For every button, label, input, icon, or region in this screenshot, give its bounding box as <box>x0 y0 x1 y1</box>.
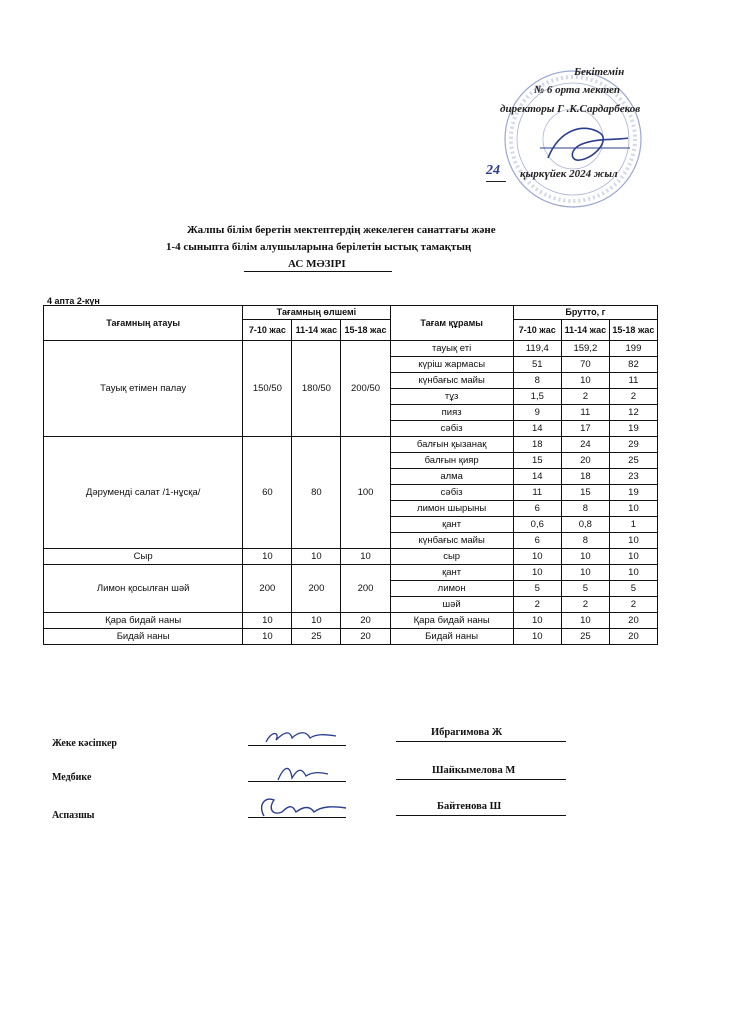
brutto-7-10: 1,5 <box>513 389 561 405</box>
table-row <box>44 613 658 629</box>
brutto-7-10: 11 <box>513 485 561 501</box>
brutto-11-14: 10 <box>561 373 609 389</box>
ingredient-name: қант <box>390 565 513 581</box>
dish-name: Сыр <box>44 549 243 565</box>
ingredient-name: лимон шырыны <box>390 501 513 517</box>
brutto-15-18: 23 <box>609 469 657 485</box>
ingredient-name: шәй <box>390 597 513 613</box>
brutto-15-18: 29 <box>609 437 657 453</box>
brutto-11-14: 0,8 <box>561 517 609 533</box>
dish-name: Қара бидай наны <box>44 613 243 629</box>
portion-15-18: 20 <box>341 629 390 645</box>
ingredient-name: сәбіз <box>390 485 513 501</box>
ingredient-name: сыр <box>390 549 513 565</box>
brutto-7-10: 51 <box>513 357 561 373</box>
brutto-7-10: 6 <box>513 533 561 549</box>
dish-name: Тауық етімен палау <box>44 341 243 437</box>
name-line-1 <box>396 741 566 742</box>
brutto-11-14: 25 <box>561 629 609 645</box>
brutto-15-18: 2 <box>609 389 657 405</box>
approval-title: Бекітемін <box>574 66 625 78</box>
portion-15-18: 10 <box>341 549 390 565</box>
brutto-11-14: 24 <box>561 437 609 453</box>
brutto-15-18: 25 <box>609 453 657 469</box>
ingredient-name: қант <box>390 517 513 533</box>
brutto-7-10: 8 <box>513 373 561 389</box>
brutto-15-18: 19 <box>609 421 657 437</box>
brutto-11-14: 8 <box>561 533 609 549</box>
brutto-15-18: 2 <box>609 597 657 613</box>
brutto-11-14: 5 <box>561 581 609 597</box>
portion-15-18: 200/50 <box>341 341 390 437</box>
ingredient-name: күнбағыс майы <box>390 533 513 549</box>
brutto-7-10: 10 <box>513 565 561 581</box>
brutto-11-14: 18 <box>561 469 609 485</box>
approval-school: № 6 орта мектеп <box>534 84 620 96</box>
ingredient-name: пияз <box>390 405 513 421</box>
header-brutto-age-11-14: 11-14 жас <box>561 320 609 341</box>
brutto-11-14: 8 <box>561 501 609 517</box>
cook-name: Байтенова Ш <box>437 801 502 812</box>
brutto-11-14: 11 <box>561 405 609 421</box>
approval-director: директоры Г .К.Сардарбеков <box>500 103 641 115</box>
week-day-label: 4 апта 2-күн <box>47 296 100 306</box>
brutto-15-18: 20 <box>609 629 657 645</box>
header-brutto: Брутто, г <box>513 306 657 320</box>
brutto-15-18: 1 <box>609 517 657 533</box>
dish-name: Дәруменді салат /1-нұсқа/ <box>44 437 243 549</box>
brutto-11-14: 70 <box>561 357 609 373</box>
header-age-11-14: 11-14 жас <box>292 320 341 341</box>
doc-title-menu: АС МӘЗІРІ <box>288 258 346 270</box>
ingredient-name: Қара бидай наны <box>390 613 513 629</box>
portion-11-14: 10 <box>292 549 341 565</box>
header-brutto-age-7-10: 7-10 жас <box>513 320 561 341</box>
approval-date-day: 24 <box>486 163 500 178</box>
portion-11-14: 10 <box>292 613 341 629</box>
brutto-11-14: 159,2 <box>561 341 609 357</box>
brutto-7-10: 119,4 <box>513 341 561 357</box>
brutto-7-10: 15 <box>513 453 561 469</box>
approval-date: қыркүйек 2024 жыл <box>520 168 618 180</box>
ingredient-name: балғын қияр <box>390 453 513 469</box>
ingredient-name: күнбағыс майы <box>390 373 513 389</box>
ingredient-name: күріш жармасы <box>390 357 513 373</box>
brutto-11-14: 10 <box>561 549 609 565</box>
brutto-7-10: 5 <box>513 581 561 597</box>
name-line-2 <box>396 779 566 780</box>
portion-7-10: 150/50 <box>243 341 292 437</box>
header-age-15-18: 15-18 жас <box>341 320 390 341</box>
brutto-7-10: 14 <box>513 469 561 485</box>
brutto-11-14: 15 <box>561 485 609 501</box>
director-signature <box>540 118 630 178</box>
brutto-15-18: 12 <box>609 405 657 421</box>
name-line-3 <box>396 815 566 816</box>
brutto-7-10: 18 <box>513 437 561 453</box>
role-entrepreneur: Жеке кәсіпкер <box>52 738 117 749</box>
brutto-7-10: 9 <box>513 405 561 421</box>
portion-11-14: 180/50 <box>292 341 341 437</box>
role-nurse: Медбике <box>52 772 92 783</box>
entrepreneur-name: Ибрагимова Ж <box>431 727 503 738</box>
portion-7-10: 10 <box>243 549 292 565</box>
header-composition: Тағам құрамы <box>390 306 513 341</box>
table-row <box>44 549 658 565</box>
menu-table <box>43 305 658 645</box>
brutto-7-10: 2 <box>513 597 561 613</box>
portion-11-14: 200 <box>292 565 341 613</box>
table-row <box>44 629 658 645</box>
portion-15-18: 100 <box>341 437 390 549</box>
brutto-15-18: 10 <box>609 565 657 581</box>
portion-7-10: 60 <box>243 437 292 549</box>
dish-name: Бидай наны <box>44 629 243 645</box>
table-row <box>44 437 658 453</box>
header-dish-name: Тағамның атауы <box>44 306 243 341</box>
ingredient-name: сәбіз <box>390 421 513 437</box>
ingredient-name: тауық еті <box>390 341 513 357</box>
brutto-15-18: 199 <box>609 341 657 357</box>
dish-name: Лимон қосылған шәй <box>44 565 243 613</box>
doc-title-line1: Жалпы білім беретін мектептердің жекелеген санаттағы және <box>187 224 496 236</box>
brutto-11-14: 20 <box>561 453 609 469</box>
brutto-11-14: 17 <box>561 421 609 437</box>
table-row <box>44 565 658 581</box>
brutto-15-18: 10 <box>609 533 657 549</box>
portion-11-14: 25 <box>292 629 341 645</box>
title-underline <box>244 271 392 272</box>
brutto-15-18: 20 <box>609 613 657 629</box>
ingredient-name: алма <box>390 469 513 485</box>
nurse-name: Шайкымелова М <box>432 765 516 776</box>
ingredient-name: Бидай наны <box>390 629 513 645</box>
brutto-15-18: 11 <box>609 373 657 389</box>
brutto-7-10: 14 <box>513 421 561 437</box>
brutto-11-14: 10 <box>561 613 609 629</box>
brutto-15-18: 5 <box>609 581 657 597</box>
portion-7-10: 10 <box>243 613 292 629</box>
portion-7-10: 200 <box>243 565 292 613</box>
header-portion-size: Тағамның өлшемі <box>243 306 390 320</box>
header-brutto-age-15-18: 15-18 жас <box>609 320 657 341</box>
brutto-11-14: 2 <box>561 597 609 613</box>
brutto-15-18: 10 <box>609 549 657 565</box>
portion-7-10: 10 <box>243 629 292 645</box>
brutto-7-10: 10 <box>513 613 561 629</box>
doc-title-line2: 1-4 сыныпта білім алушыларына берілетін ыстық тамақтың <box>166 241 472 253</box>
brutto-11-14: 2 <box>561 389 609 405</box>
brutto-7-10: 6 <box>513 501 561 517</box>
brutto-15-18: 19 <box>609 485 657 501</box>
brutto-15-18: 10 <box>609 501 657 517</box>
brutto-7-10: 10 <box>513 549 561 565</box>
brutto-7-10: 0,6 <box>513 517 561 533</box>
brutto-7-10: 10 <box>513 629 561 645</box>
table-row <box>44 341 658 357</box>
portion-15-18: 20 <box>341 613 390 629</box>
role-cook: Аспазшы <box>52 810 95 821</box>
header-age-7-10: 7-10 жас <box>243 320 292 341</box>
portion-15-18: 200 <box>341 565 390 613</box>
ingredient-name: лимон <box>390 581 513 597</box>
portion-11-14: 80 <box>292 437 341 549</box>
cook-signature <box>254 792 350 822</box>
brutto-11-14: 10 <box>561 565 609 581</box>
ingredient-name: тұз <box>390 389 513 405</box>
nurse-signature <box>272 760 332 784</box>
ingredient-name: балғын қызанақ <box>390 437 513 453</box>
brutto-15-18: 82 <box>609 357 657 373</box>
entrepreneur-signature <box>262 726 342 748</box>
